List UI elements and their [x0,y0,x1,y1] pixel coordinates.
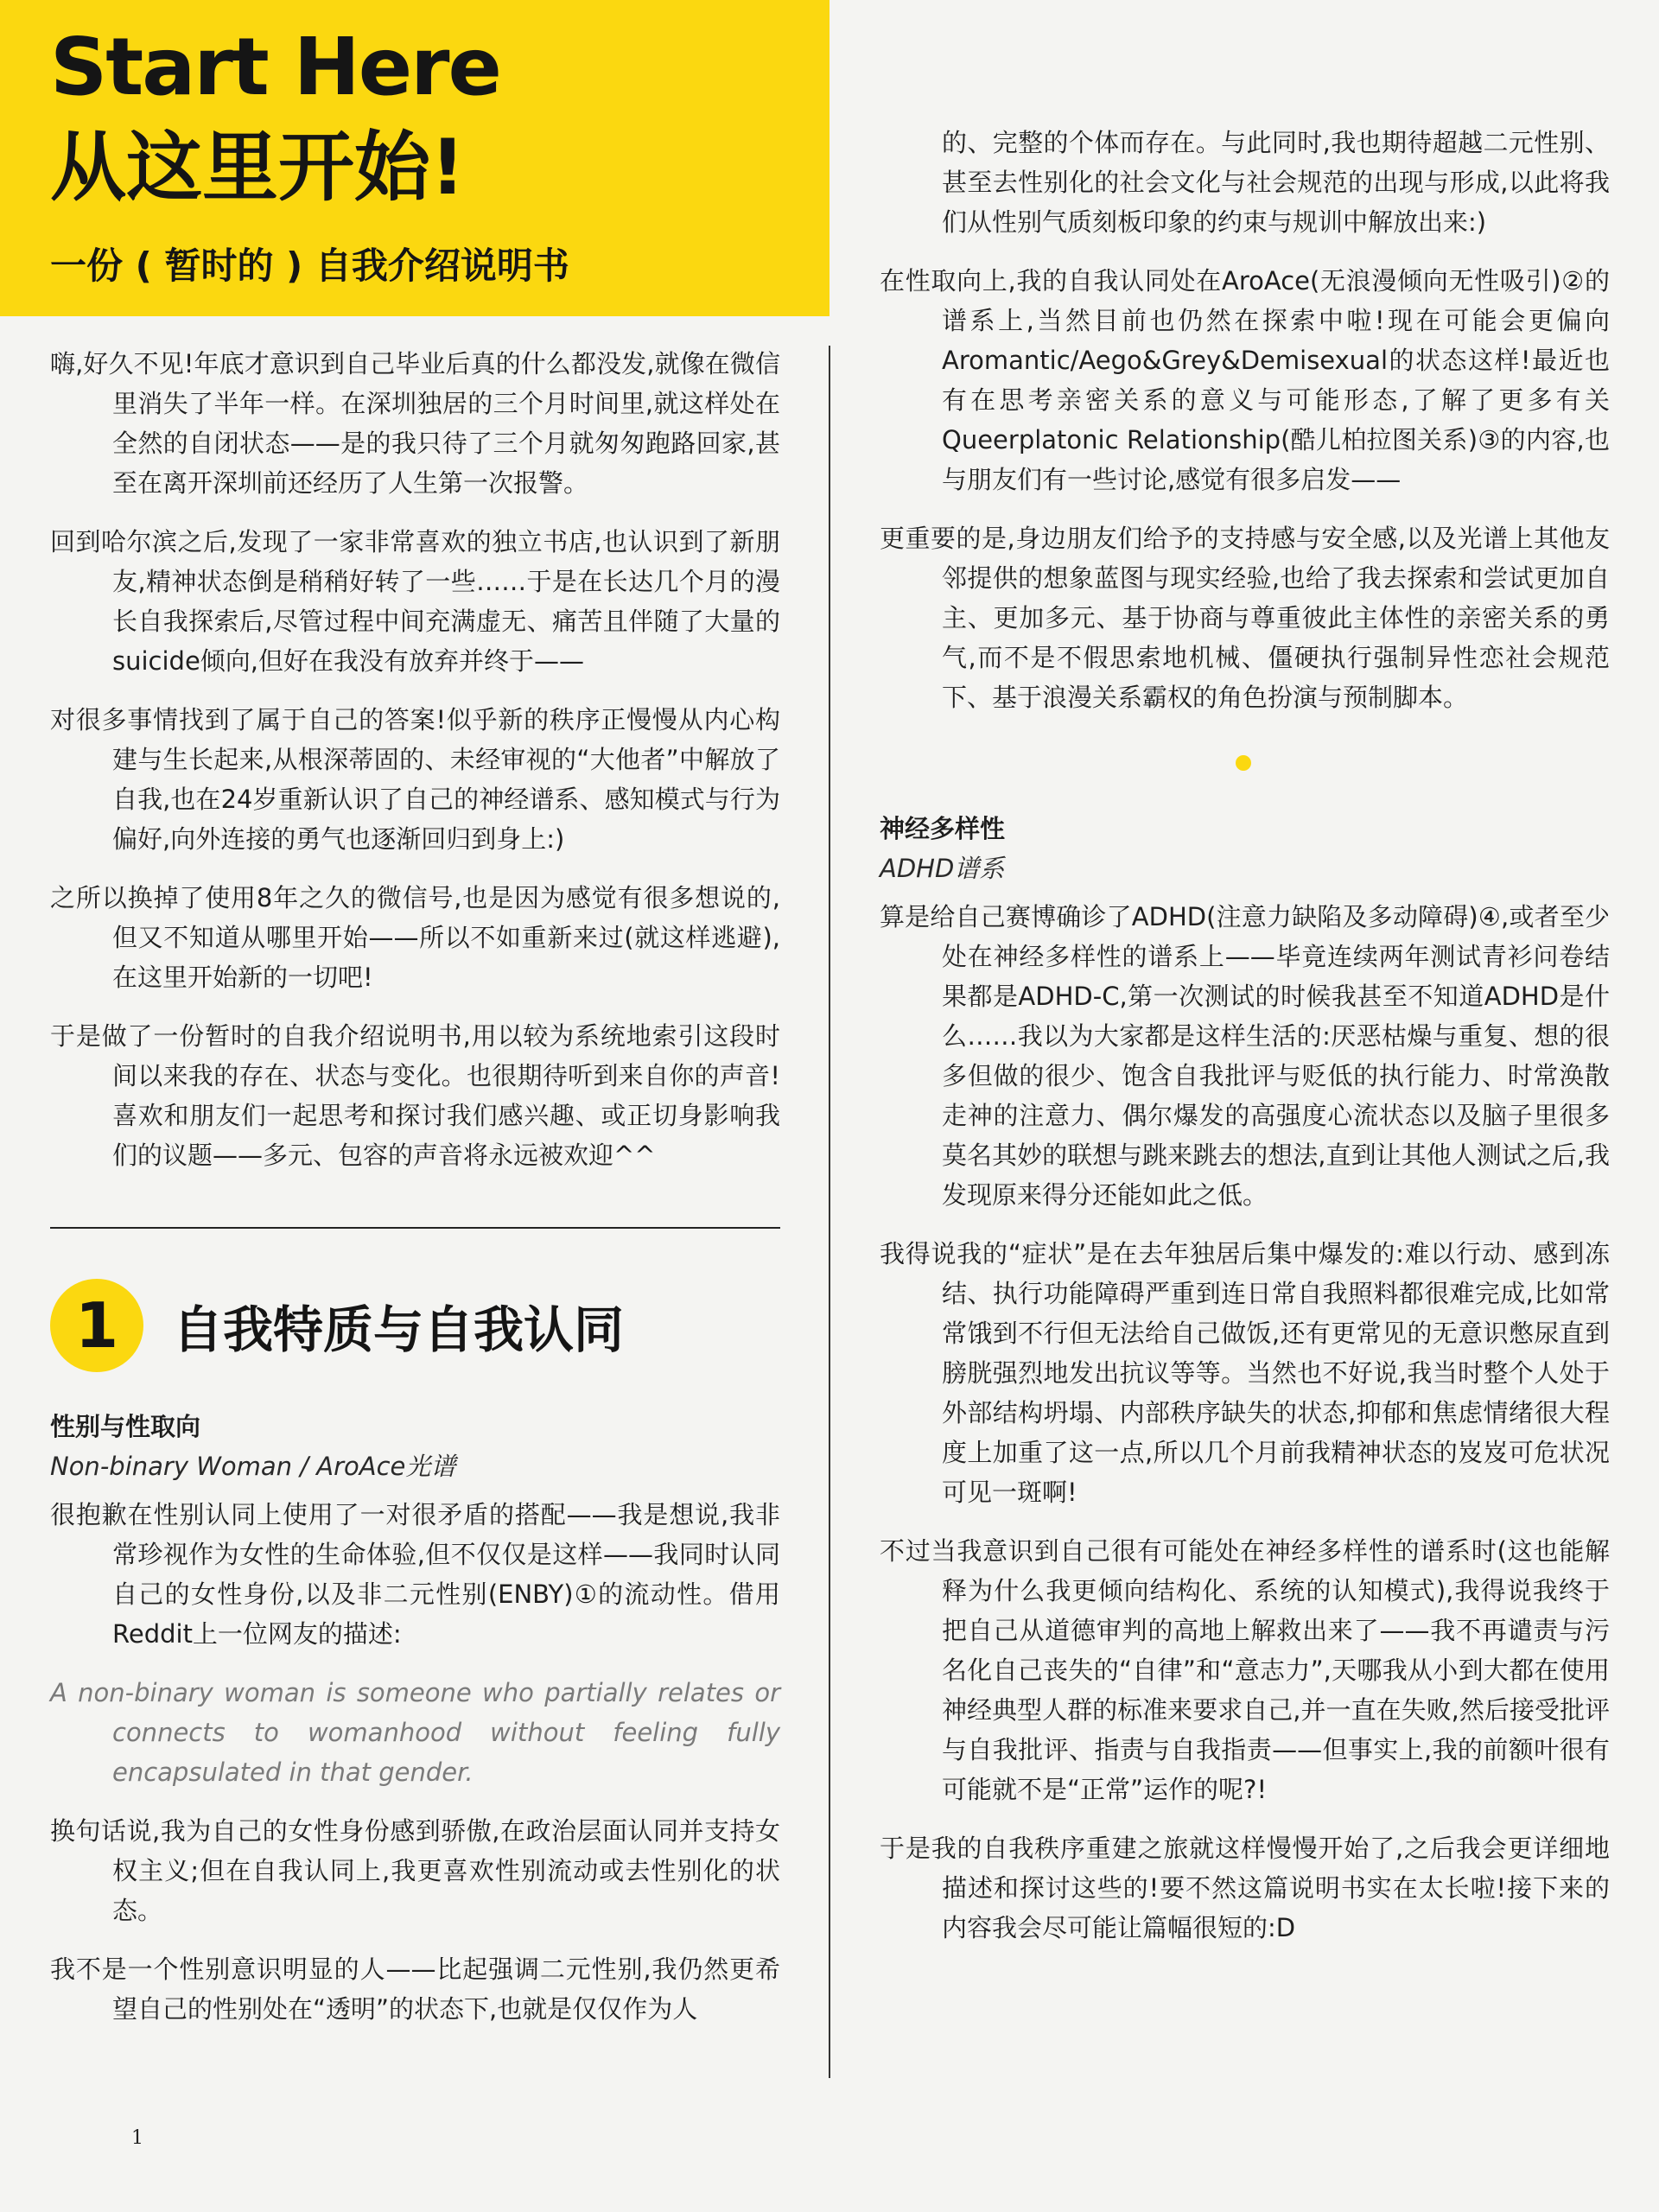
intro-paragraph-4: 之所以换掉了使用8年之久的微信号,也是因为感觉有很多想说的,但又不知道从哪里开始——所以不如重新来过(就这样逃避),在这里开始新的一切吧! [50,883,780,992]
gender-paragraph-3: 我不是一个性别意识明显的人——比起强调二元性别,我仍然更希望自己的性别处在“透明”的状态下,也就是仅仅作为人 [50,1955,780,2024]
support-paragraph: 更重要的是,身边朋友们给予的支持感与安全感,以及光谱上其他友邻提供的想象蓝图与现实经验,也给了我去探索和尝试更加自主、更加多元、基于协商与尊重彼此主体性的亲密关系的勇气,而不是不假思索地机械、僵硬执行强制异性恋社会规范下、基于浪漫关系霸权的角色扮演与预制脚本。 [880,524,1610,712]
section-number-badge: 1 [50,1279,143,1372]
continued-paragraph: 的、完整的个体而存在。与此同时,我也期待超越二元性别、甚至去性别化的社会文化与社会规范的出现与形成,以此将我们从性别气质刻板印象的约束与规训中解放出来:) [942,128,1610,237]
intro-paragraph-1: 嗨,好久不见!年底才意识到自己毕业后真的什么都没发,就像在微信里消失了半年一样。在深圳独居的三个月时间里,就这样处在全然的自闭状态——是的我只待了三个月就匆匆跑路回家,甚至在离开深圳前还经历了人生第一次报警。 [50,349,780,498]
subtitle: 一份 ( 暂时的 ) 自我介绍说明书 [50,245,569,287]
gender-heading: 性别与性取向 [50,1412,201,1441]
neuro-paragraph-3: 不过当我意识到自己很有可能处在神经多样性的谱系时(这也能解释为什么我更倾向结构化、系统的认知模式),我得说我终于把自己从道德审判的高地上解救出来了——我不再谴责与污名化自己丧失的“自律”和“意志力”,天哪我从小到大都在使用神经典型人群的标准来要求自己,并一直在失败,然后接受批评与自我批评、指责与自我指责——但事实上,我的前额叶很有可能就不是“正常”运作的呢?! [880,1536,1610,1804]
orientation-paragraph: 在性取向上,我的自我认同处在AroAce(无浪漫倾向无性吸引)②的谱系上,当然目前也仍然在探索中啦!现在可能会更偏向Aromantic/Aego&Grey&Demisexual的状态这样!最近也有在思考亲密关系的意义与可能形态,了解了更多有关Queerplatonic Relationship(酷儿柏拉图关系)③的内容,也与朋友们有一些讨论,感觉有很多启发—— [880,266,1610,494]
neuro-subheading: ADHD谱系 [880,854,1005,883]
neuro-paragraph-4: 于是我的自我秩序重建之旅就这样慢慢开始了,之后我会更详细地描述和探讨这些的!要不然这篇说明书实在太长啦!接下来的内容我会尽可能让篇幅很短的:D [880,1834,1610,1942]
intro-paragraph-3: 对很多事情找到了属于自己的答案!似乎新的秩序正慢慢从内心构建与生长起来,从根深蒂固的、未经审视的“大他者”中解放了自我,也在24岁重新认识了自己的神经谱系、感知模式与行为偏好,向外连接的勇气也逐渐回归到身上:) [50,705,780,854]
neuro-heading: 神经多样性 [880,814,1006,843]
section-heading [50,1279,780,1372]
page-number: 1 [131,2127,143,2149]
separator-dot [1236,755,1251,771]
intro-paragraph-5: 于是做了一份暂时的自我介绍说明书,用以较为系统地索引这段时间以来我的存在、状态与变化。也很期待听到来自你的声音!喜欢和朋友们一起思考和探讨我们感兴趣、或正切身影响我们的议题——多元、包容的声音将永远被欢迎^^ [50,1021,780,1170]
section-title: 自我特质与自我认同 [173,1300,625,1359]
right-column [880,123,1610,1967]
neuro-paragraph-2: 我得说我的“症状”是在去年独居后集中爆发的:难以行动、感到冻结、执行功能障碍严重到连日常自我照料都很难完成,比如常常饿到不行但无法给自己做饭,还有更常见的无意识憋尿直到膀胱强烈地发出抗议等等。当然也不好说,我当时整个人处于外部结构坍塌、内部秩序缺失的状态,抑郁和焦虑情绪很大程度上加重了这一点,所以几个月前我精神状态的岌岌可危状况可见一斑啊! [880,1239,1610,1507]
column-divider [829,346,830,2078]
gender-paragraph-2: 换句话说,我为自己的女性身份感到骄傲,在政治层面认同并支持女权主义;但在自我认同上,我更喜欢性别流动或去性别化的状态。 [50,1816,780,1925]
title-english: Start Here [50,21,500,113]
title-banner [0,0,830,316]
intro-paragraph-2: 回到哈尔滨之后,发现了一家非常喜欢的独立书店,也认识到了新朋友,精神状态倒是稍稍好转了一些……于是在长达几个月的漫长自我探索后,尽管过程中间充满虚无、痛苦且伴随了大量的suicide倾向,但好在我没有放弃并终于—— [50,527,780,676]
gender-subheading: Non-binary Woman / AroAce光谱 [50,1452,456,1481]
left-column [50,344,780,2048]
gender-quote: A non-binary woman is someone who partially relates or connects to womanhood without feeling fully encapsulated in that gender. [50,1678,780,1787]
title-chinese: 从这里开始! [50,123,466,212]
section-rule [50,1227,780,1229]
gender-paragraph-1: 很抱歉在性别认同上使用了一对很矛盾的搭配——我是想说,我非常珍视作为女性的生命体验,但不仅仅是这样——我同时认同自己的女性身份,以及非二元性别(ENBY)①的流动性。借用Reddit上一位网友的描述: [50,1500,780,1649]
neuro-paragraph-1: 算是给自己赛博确诊了ADHD(注意力缺陷及多动障碍)④,或者至少处在神经多样性的谱系上——毕竟连续两年测试青衫问卷结果都是ADHD-C,第一次测试的时候我甚至不知道ADHD是什么……我以为大家都是这样生活的:厌恶枯燥与重复、想的很多但做的很少、饱含自我批评与贬低的执行能力、时常涣散走神的注意力、偶尔爆发的高强度心流状态以及脑子里很多莫名其妙的联想与跳来跳去的想法,直到让其他人测试之后,我发现原来得分还能如此之低。 [880,902,1610,1210]
